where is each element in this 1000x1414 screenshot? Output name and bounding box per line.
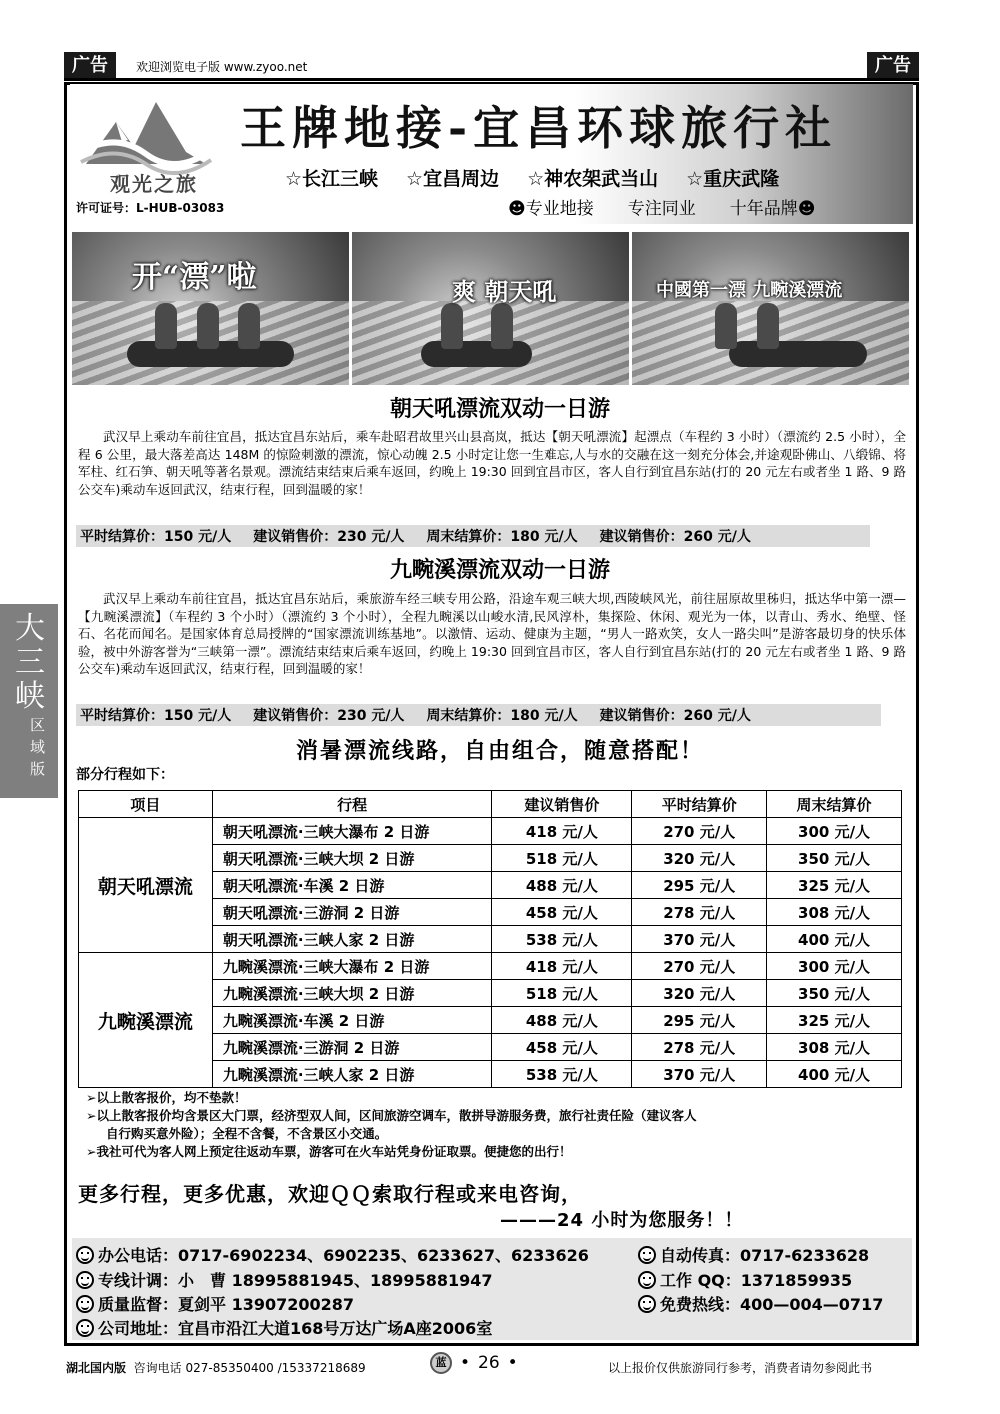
route-cell: 朝天吼漂流·三峡人家 2 日游 <box>212 926 492 953</box>
photo-caption: 爽 朝天吼 <box>452 277 557 306</box>
price-cell: 308 元/人 <box>767 899 902 926</box>
logo-text: 观光之旅 <box>110 172 198 196</box>
column-header: 平时结算价 <box>632 791 767 818</box>
footer-edition <box>66 1359 366 1376</box>
column-header: 行程 <box>212 791 492 818</box>
price-cell: 320 元/人 <box>632 845 767 872</box>
agency-title: 王牌地接-宜昌环球旅行社 <box>240 101 838 155</box>
price-cell: 370 元/人 <box>632 926 767 953</box>
destination-item: ☆重庆武隆 <box>686 168 780 190</box>
tour-prices-chaotianhou <box>76 525 870 547</box>
route-cell: 朝天吼漂流·三峡大瀑布 2 日游 <box>212 818 492 845</box>
price-cell: 458 元/人 <box>492 1034 632 1061</box>
contact-supervisor <box>76 1292 354 1315</box>
price-cell: 488 元/人 <box>492 872 632 899</box>
edition-label: 湖北国内版 <box>66 1361 127 1375</box>
price-cell: 350 元/人 <box>767 980 902 1007</box>
route-cell: 九畹溪漂流·车溪 2 日游 <box>212 1007 492 1034</box>
smiley-icon <box>638 1246 656 1264</box>
route-cell: 九畹溪漂流·三峡人家 2 日游 <box>212 1061 492 1088</box>
price-cell: 518 元/人 <box>492 845 632 872</box>
price-item: 建议销售价：230 元/人 <box>253 708 405 724</box>
promo-line: 更多行程，更多优惠，欢迎ＱＱ索取行程或来电咨询， <box>78 1182 582 1206</box>
smiley-icon <box>638 1295 656 1313</box>
tour-title-jiuwanxi: 九畹溪漂流双动一日游 <box>389 558 610 583</box>
destination-item: ☆神农架武当山 <box>527 168 659 190</box>
price-cell: 538 元/人 <box>492 926 632 953</box>
price-cell: 518 元/人 <box>492 980 632 1007</box>
smiley-icon <box>76 1271 94 1289</box>
price-cell: 488 元/人 <box>492 1007 632 1034</box>
page-number-text: 26 <box>478 1353 500 1373</box>
group-cell: 朝天吼漂流 <box>79 818 213 953</box>
combo-title: 消暑漂流线路，自由组合，随意搭配！ <box>295 739 704 764</box>
combo-subtitle: 部分行程如下： <box>76 767 174 783</box>
notes-list <box>86 1089 898 1161</box>
tour-title-chaotianhou: 朝天吼漂流双动一日游 <box>389 397 610 422</box>
slogan-item: 专注同业 <box>627 199 696 219</box>
contact-address <box>76 1316 492 1339</box>
tour-description-jiuwanxi: 武汉早上乘动车前往宜昌，抵达宜昌东站后，乘旅游车经三峡专用公路，沿途车观三峡大坝,西陵峡风光，前往屈原故里秭归，抵达华中第一漂—【九畹溪漂流】（车程约 3 个小时）（漂流约 3 个小时），全程九畹溪以山峻水清,民风淳朴，集探险、休闲、观光为一体，以青山、秀水、绝壁、怪石、名花而闻名。是国家体育总局授牌的“国家漂流训练基地”。以激情、运动、健康为主题，“男人一路欢笑，女人一路尖叫”是游客最切身的快乐体验，被中外游客誉为“三峡第一漂”。漂流结束结束后乘车返回，约晚上 19:30 回到宜昌市区，客人自行到宜昌东站(打的 20 元左右或者坐 1 路、9 路公交车)乘动车返回武汉，结束行程，回到温暖的家！ <box>78 591 906 676</box>
price-cell: 270 元/人 <box>632 818 767 845</box>
supervisor-phone[interactable]: 质量监督：夏剑平 13907200287 <box>98 1295 355 1314</box>
route-cell: 朝天吼漂流·三峡大坝 2 日游 <box>212 845 492 872</box>
column-header: 周末结算价 <box>767 791 902 818</box>
page-badge-icon: 蓝 <box>430 1352 452 1374</box>
price-cell: 538 元/人 <box>492 1061 632 1088</box>
group-cell: 九畹溪漂流 <box>79 953 213 1088</box>
office-phone[interactable]: 办公电话：0717-6902234、6902235、6233627、6233626 <box>98 1246 589 1265</box>
top-divider <box>64 78 919 81</box>
smiley-icon <box>638 1271 656 1289</box>
destination-item: ☆长江三峡 <box>285 168 379 190</box>
price-item: 建议销售价：260 元/人 <box>599 708 751 724</box>
contact-hotline <box>638 1292 883 1315</box>
price-cell: 278 元/人 <box>632 1034 767 1061</box>
note-item: ➢以上散客报价，均不垫款！ <box>86 1090 247 1105</box>
ad-tag-left: 广告 <box>64 52 116 79</box>
note-item: 自行购买意外险）；全程不含餐，不含景区小交通。 <box>106 1126 388 1141</box>
route-cell: 朝天吼漂流·车溪 2 日游 <box>212 872 492 899</box>
qq-number[interactable]: 工作 QQ：1371859935 <box>660 1271 853 1290</box>
price-cell: 320 元/人 <box>632 980 767 1007</box>
price-item: 周末结算价：180 元/人 <box>426 529 578 545</box>
contact-office <box>76 1243 589 1266</box>
price-cell: 270 元/人 <box>632 953 767 980</box>
route-cell: 九畹溪漂流·三峡大瀑布 2 日游 <box>212 953 492 980</box>
destination-list <box>285 164 779 191</box>
price-item: 周末结算价：180 元/人 <box>426 708 578 724</box>
price-cell: 295 元/人 <box>632 872 767 899</box>
fax-number[interactable]: 自动传真：0717-6233628 <box>660 1246 870 1265</box>
route-cell: 朝天吼漂流·三游洞 2 日游 <box>212 899 492 926</box>
site-url-text[interactable]: 欢迎浏览电子版 www.zyoo.net <box>136 60 308 74</box>
price-cell: 418 元/人 <box>492 818 632 845</box>
price-cell: 400 元/人 <box>767 1061 902 1088</box>
note-item: ➢以上散客报价均含景区大门票，经济型双人间，区间旅游空调车，散拼导游服务费，旅行社责任险（建议客人 <box>86 1108 697 1123</box>
rafting-photo <box>632 232 909 385</box>
consult-phone[interactable]: 咨询电话 027-85350400 /15337218689 <box>133 1361 366 1375</box>
price-cell: 295 元/人 <box>632 1007 767 1034</box>
rafting-photo-strip <box>72 232 909 385</box>
price-item: 平时结算价：150 元/人 <box>80 529 232 545</box>
price-cell: 458 元/人 <box>492 899 632 926</box>
price-cell: 370 元/人 <box>632 1061 767 1088</box>
contact-box <box>72 1238 912 1340</box>
slogan-item: ☻专业地接 <box>508 199 594 219</box>
promo-line-service: ———24 小时为您服务！！ <box>500 1210 744 1231</box>
license-number: 许可证号：L-HUB-03083 <box>76 201 225 215</box>
price-item: 建议销售价：260 元/人 <box>599 529 751 545</box>
side-tab-subtitle: 区域版 <box>30 716 46 778</box>
hotline-number[interactable]: 免费热线：400—004—0717 <box>660 1295 884 1314</box>
price-cell: 325 元/人 <box>767 872 902 899</box>
ad-tag-right: 广告 <box>867 52 919 79</box>
footer-disclaimer: 以上报价仅供旅游同行参考，消费者请勿参阅此书 <box>608 1361 873 1375</box>
table-row <box>79 953 902 980</box>
price-cell: 300 元/人 <box>767 953 902 980</box>
contact-qq <box>638 1268 852 1291</box>
itinerary-price-table <box>78 790 902 1088</box>
slogan-list <box>508 194 815 219</box>
price-cell: 350 元/人 <box>767 845 902 872</box>
photo-caption: 中國第一漂 九畹溪漂流 <box>656 280 843 301</box>
contact-fax <box>638 1243 869 1266</box>
route-cell: 九畹溪漂流·三峡大坝 2 日游 <box>212 980 492 1007</box>
region-side-tab <box>0 604 58 798</box>
price-cell: 400 元/人 <box>767 926 902 953</box>
table-row <box>79 818 902 845</box>
photo-caption: 开“漂”啦 <box>132 260 257 295</box>
route-cell: 九畹溪漂流·三游洞 2 日游 <box>212 1034 492 1061</box>
column-header: 建议销售价 <box>492 791 632 818</box>
smiley-icon <box>76 1319 94 1337</box>
price-cell: 325 元/人 <box>767 1007 902 1034</box>
page-number: 蓝 • 26 • <box>430 1352 518 1374</box>
tour-prices-jiuwanxi <box>76 704 881 726</box>
planner-phone[interactable]: 专线计调：小 曹 18995881945、18995881947 <box>98 1271 493 1290</box>
note-item: ➢我社可代为客人网上预定往返动车票，游客可在火车站凭身份证取票。便捷您的出行！ <box>86 1144 572 1159</box>
price-cell: 308 元/人 <box>767 1034 902 1061</box>
rafting-photo <box>72 232 349 385</box>
smiley-icon <box>76 1246 94 1264</box>
column-header: 项目 <box>79 791 213 818</box>
price-item: 平时结算价：150 元/人 <box>80 708 232 724</box>
contact-planner <box>76 1268 493 1291</box>
price-cell: 278 元/人 <box>632 899 767 926</box>
slogan-item: 十年品牌☻ <box>729 199 816 219</box>
rafting-photo <box>352 232 629 385</box>
price-cell: 300 元/人 <box>767 818 902 845</box>
tour-description-chaotianhou: 武汉早上乘动车前往宜昌，抵达宜昌东站后，乘车赴昭君故里兴山县高岚，抵达【朝天吼漂流】起漂点（车程约 3 小时）（漂流约 2.5 小时），全程 6 公里，最大落差高达 148M 的惊险刺激的漂流，惊心动魄 2.5 小时定让您一生难忘,人与水的交融在这一刻充分体会,并途观卧佛山、八缎锦、将军柱、红石笋、朝天吼等著名景观。漂流结束结束后乘车返回，约晚上 19:30 回到宜昌市区，客人自行到宜昌东站(打的 20 元左右或者坐 1 路、9 路公交车)乘动车返回武汉，结束行程，回到温暖的家！ <box>78 429 906 497</box>
price-cell: 418 元/人 <box>492 953 632 980</box>
company-address: 公司地址：宜昌市沿江大道168号万达广场A座2006室 <box>98 1319 493 1338</box>
table-header-row <box>79 791 902 818</box>
smiley-icon <box>76 1295 94 1313</box>
destination-item: ☆宜昌周边 <box>406 168 500 190</box>
price-item: 建议销售价：230 元/人 <box>253 529 405 545</box>
side-tab-title: 大三峡 <box>15 611 45 714</box>
